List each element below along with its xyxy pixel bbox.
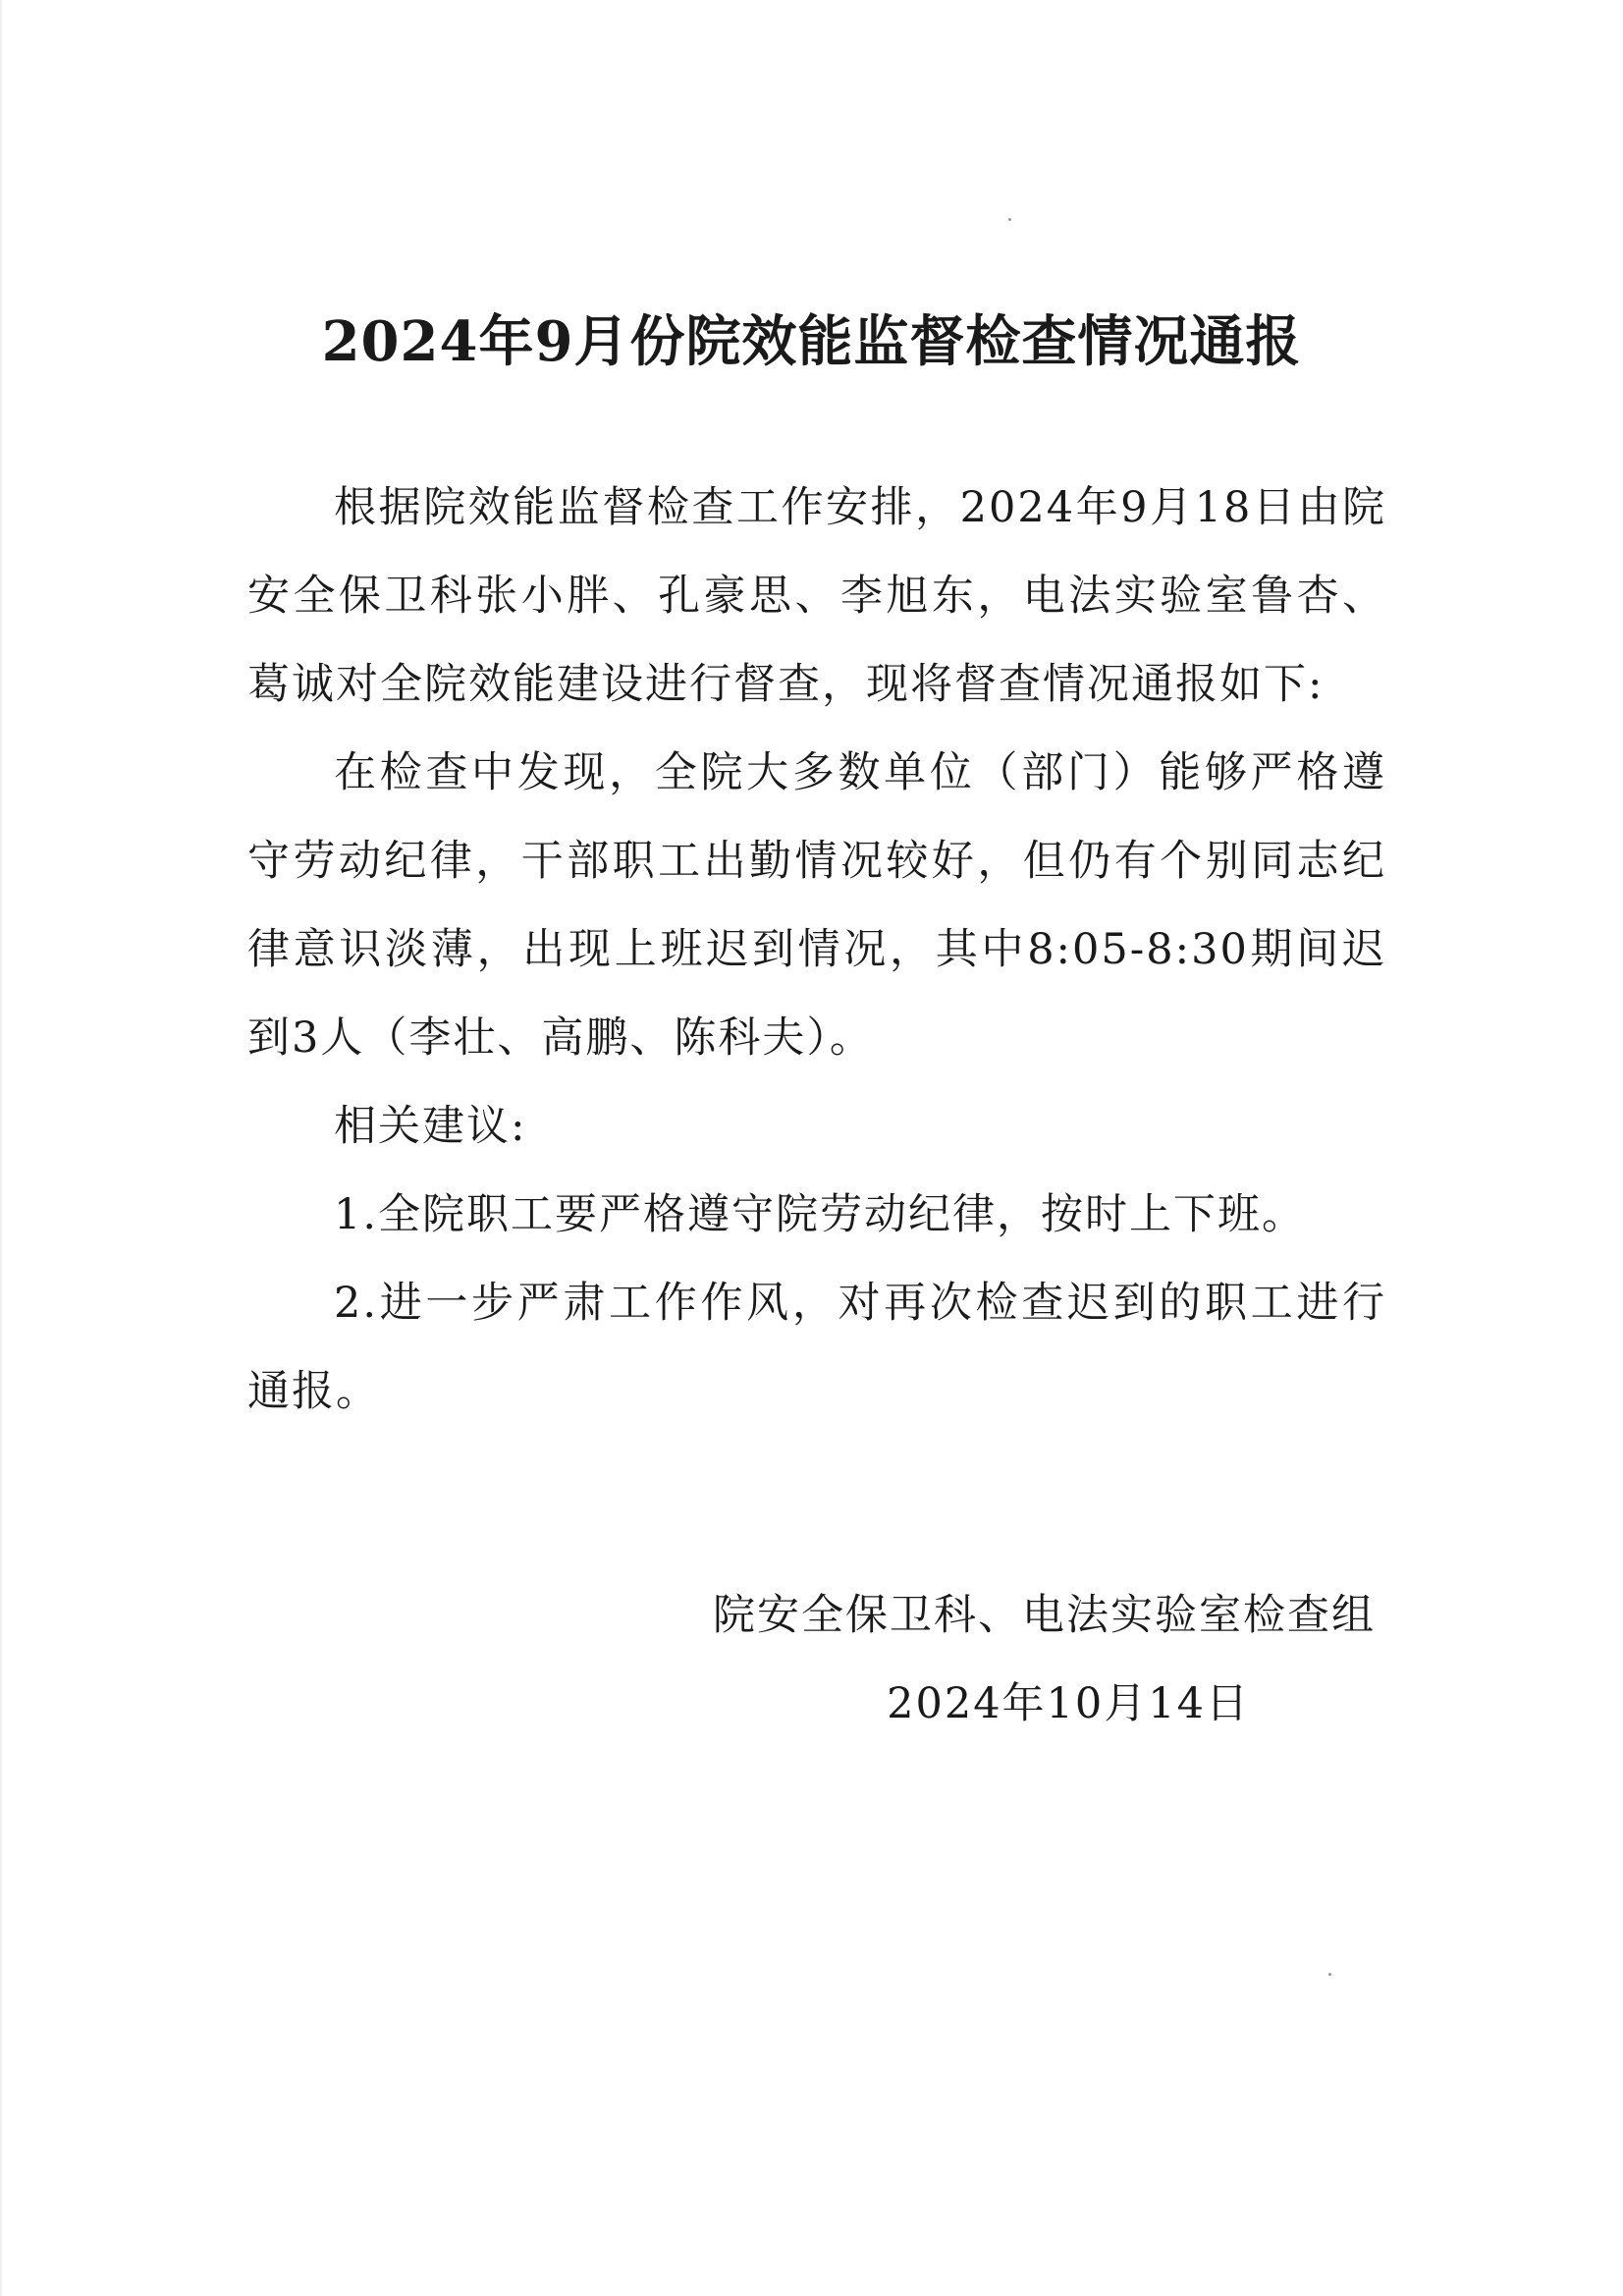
paragraph-suggestion-1: 1.全院职工要严格遵守院劳动纪律，按时上下班。	[334, 1190, 1307, 1239]
document-title: 2024年9月份院效能监督检查情况通报	[321, 309, 1302, 374]
signature-block	[713, 1571, 1376, 1748]
scan-speck	[1008, 218, 1011, 221]
signature-organization: 院安全保卫科、电法实验室检查组	[713, 1591, 1376, 1640]
paragraph-suggestion-2: 2.进一步严肃工作作风，对再次检查迟到的职工进行通报。	[247, 1279, 1386, 1416]
scan-speck	[1328, 1973, 1331, 1976]
paragraph-suggestions-heading: 相关建议:	[334, 1102, 527, 1151]
paragraph-findings: 在检查中发现，全院大多数单位（部门）能够严格遵守劳动纪律，干部职工出勤情况较好，但仍有个别同志纪律意识淡薄，出现上班迟到情况，其中8:05-8:30期间迟到3人（李壮、高鹏、陈科夫）。	[247, 748, 1386, 1063]
document-body	[247, 464, 1386, 1436]
signature-date: 2024年10月14日	[887, 1679, 1250, 1728]
paragraph-intro: 根据院效能监督检查工作安排，2024年9月18日由院安全保卫科张小胖、孔豪思、李旭东，电法实验室鲁杏、葛诚对全院效能建设进行督查，现将督查情况通报如下:	[247, 483, 1386, 709]
